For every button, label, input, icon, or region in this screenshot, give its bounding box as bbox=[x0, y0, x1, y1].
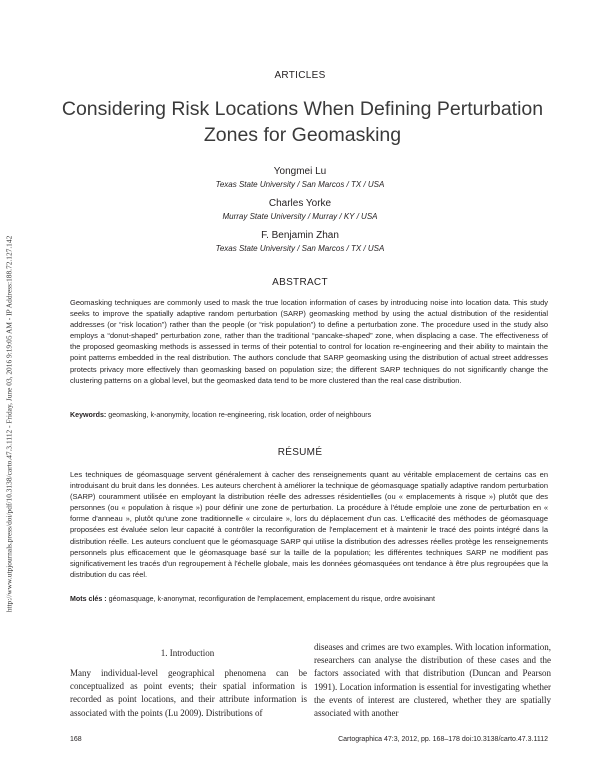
author-affiliation: Texas State University / San Marcos / TX / USA bbox=[215, 180, 385, 189]
body-column-right: diseases and crimes are two examples. With location information, researchers can analyse the distribution of these cases and the factors associated with that distribution (Duncan and Pearson 1991). Location information is essential for investigating whether the events of interest are clustered, whether they are spatially associated with another bbox=[314, 642, 551, 719]
author-name: F. Benjamin Zhan bbox=[261, 230, 339, 241]
keywords-text: geomasking, k-anonymity, location re-engineering, risk location, order of neighbours bbox=[108, 411, 372, 419]
page-number: 168 bbox=[70, 736, 82, 743]
keywords-label: Keywords: bbox=[70, 411, 107, 419]
download-sidebar bbox=[0, 0, 18, 776]
abstract-keywords bbox=[70, 410, 548, 420]
download-note: http://www.utpjournals.press/doi/pdf/10.3138/carto.47.3.1112 - Friday, June 03, 2016 9:19:05 AM - IP Address:188.72.127.142 bbox=[4, 235, 14, 613]
author-affiliation: Texas State University / San Marcos / TX / USA bbox=[215, 244, 385, 253]
section-label: ARTICLES bbox=[274, 70, 326, 81]
author-block bbox=[0, 165, 600, 261]
abstract-heading: ABSTRACT bbox=[272, 277, 328, 288]
abstract-text: Geomasking techniques are commonly used to mask the true location information of cases by introducing noise into location data. This study seeks to improve the spatially adaptive random perturbation (SARP) geomasking method by using the actual distribution of the residential addresses (or “risk location”) rather than the people (or “risk population”) to define a perturbation zone. The procedure used in the study also employs a “donut-shaped” perturbation zone, rather than the traditional “pancake-shaped” zone, when displacing a case. The effectiveness of the proposed geomasking methods is assessed in terms of their potential to control for location re-engineering and their ability to maintain the point patterns embedded in the real distribution. The authors conclude that SARP geomasking using the distribution of actual street addresses protects privacy more effectively than geomasking based on population size; the different SARP techniques do not significantly change the clustering patterns on a global level, but the geomasked data tend to be more clustered than the real case distribution. bbox=[70, 298, 548, 385]
introduction-heading: 1. Introduction bbox=[160, 648, 215, 658]
author-name: Yongmei Lu bbox=[273, 166, 327, 177]
author-name: Charles Yorke bbox=[268, 198, 332, 209]
resume-text: Les techniques de géomasquage servent généralement à cacher des renseignements quant au véritable emplacement de certains cas en introduisant du bruit dans les données. Les auteurs cherchent à améliorer la technique de géomasquage spatially adaptive random perturbation (SARP) couramment utilisée en employant la distribution réelle des adresses résidentielles (ou « emplacements à risque ») plutôt que des personnes (ou « population à risque ») pour définir une zone de perturbation. La procédure à l'étude emploie une zone de perturbation en « forme d'anneau », plutôt qu'une zone traditionnelle « circulaire », lors du déplacement d'un cas. L'efficacité des méthodes de géomasquage proposées est évaluée selon leur capacité à contrôler la reconfiguration de l'emplacement et à maintenir le tracé des points intégré dans la distribution réelle. Les auteurs concluent que le géomasquage SARP qui utilise la distribution des adresses réelles protège les renseignements personnels plus efficacement que le géomasquage basé sur la taille de la population; les différentes techniques SARP ne modifient pas significativement les tracés d'un regroupement à l'échelle globale, mais les données géomasquées ont tendance à être plus regroupées que la distribution du cas réel. bbox=[70, 470, 548, 579]
keywords-text: géomasquage, k-anonymat, reconfiguration de l'emplacement, emplacement du risque, ordre avoisinant bbox=[108, 595, 435, 603]
journal-citation: Cartographica 47:3, 2012, pp. 168–178 doi:10.3138/carto.47.3.1112 bbox=[338, 736, 548, 743]
body-column-left: Many individual-level geographical phenomena can be conceptualized as point events; their spatial information is recorded as point locations, and their attribute information is associated with the points (Lu 2009). Distributions of bbox=[70, 668, 307, 718]
article-title: Considering Risk Locations When Defining Perturbation Zones for Geomasking bbox=[61, 98, 544, 146]
resume-keywords bbox=[70, 594, 548, 604]
author-affiliation: Murray State University / Murray / KY / USA bbox=[222, 212, 378, 221]
keywords-label: Mots clés : bbox=[70, 595, 107, 603]
resume-heading: RÉSUMÉ bbox=[277, 447, 323, 458]
